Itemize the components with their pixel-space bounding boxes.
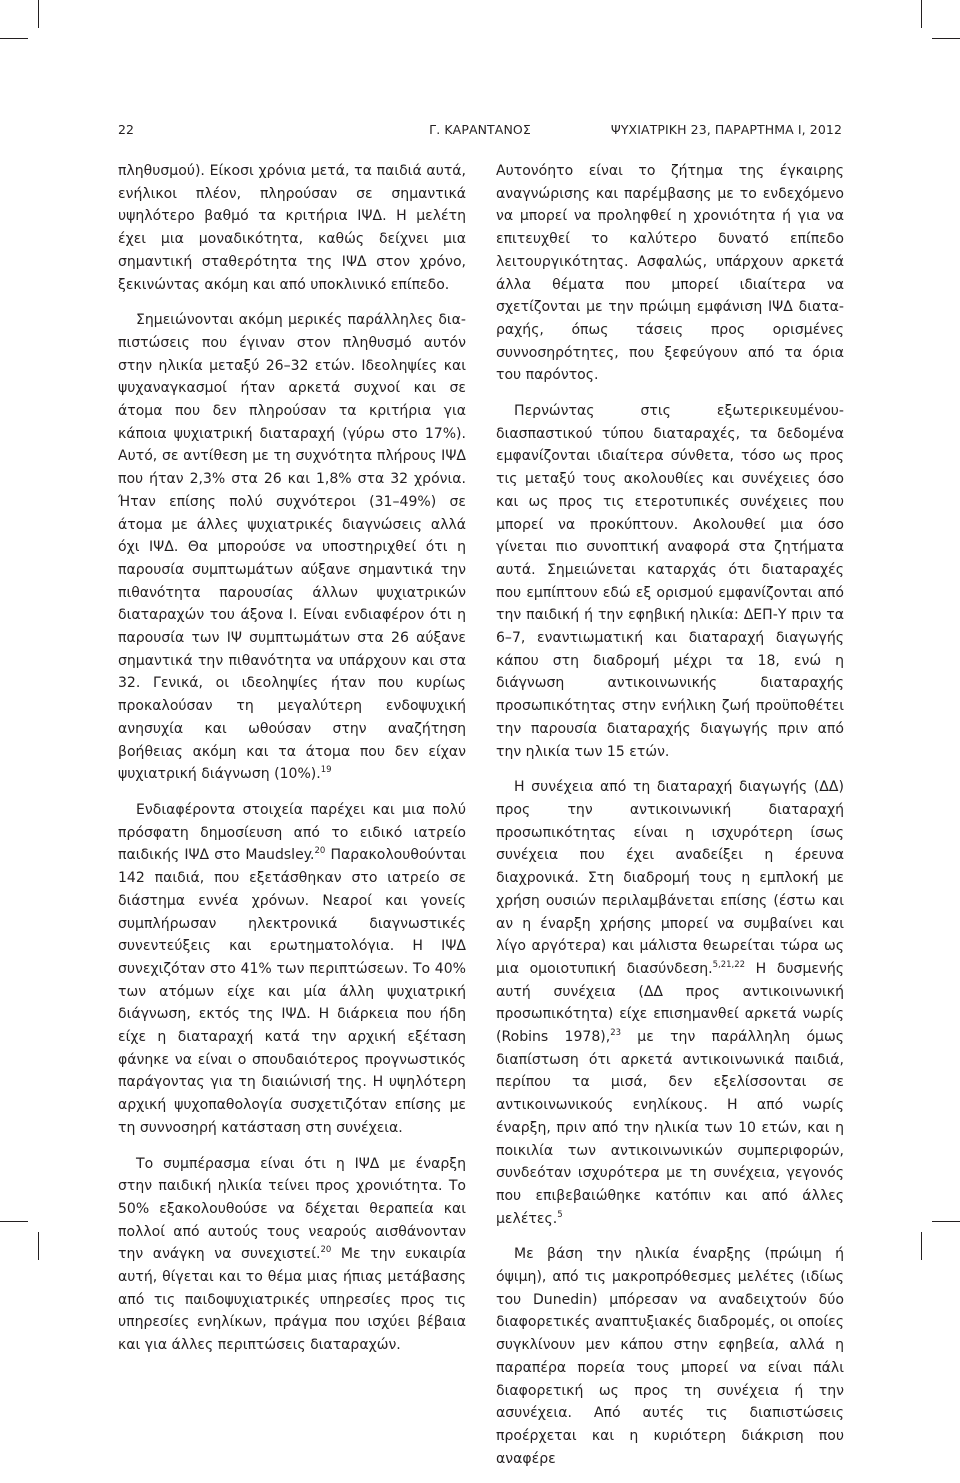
citation: 5 (557, 1209, 563, 1220)
paragraph: Ενδιαφέροντα στοιχεία παρέχει και μια πολύ πρόσφατη δημοσίευση από το ειδικό ιατρείο παιδικής ΙΨΔ στο Maudsley.$^{20}$ Παρακολουθούνται 142 παιδιά, που εξετάσθηκαν στο ιατρείο σε διάστημα εννέα χρόνων. Νεαροί και γονείς συμπλήρωσαν ηλεκτρονικά διαγνωστικές συνεντεύξεις και ερωτηματολόγια. Η ΙΨΔ συνεχιζόταν στο 41% των περιπτώσεων. Το 40% των ατόμων είχε και μία άλλη ψυχιατρική διάγνωση, εκτός της ΙΨΔ. Η διάρκεια που ήδη είχε η διαταραχή κατά την αρχική εξέταση φάνηκε να είναι ο σπουδαιότερος προγνωστικός παράγοντας για τη διαιώνισή της. Η υψηλότερη αρχική ψυχοπαθολογία συσχετιζόταν επίσης με τη συννοσηρή κατάσταση στη συνέχεια. (118, 801, 466, 1136)
paragraph: Σημειώνονται ακόμη μερικές παράλληλες διαπιστώσεις που έγιναν στον πληθυσμό αυτόν στην ηλικία μεταξύ 26–32 ετών. Ιδεοληψίες και ψυχαναγκασμοί ήταν αρκετά συχνοί και σε άτομα που δεν πληρούσαν τα κριτήρια για κάποια ψυχιατρική διαταραχή (γύρω στο 17%). Αυτό, σε αντίθεση με τη συχνότητα πλήρους ΙΨΔ που ήταν 2,3% στα 26 και 1,8% στα 32 χρόνια. Ήταν επίσης πολύ συχνότεροι (31–49%) σε άτομα με άλλες ψυχιατρικές διαγνώσεις αλλά όχι ΙΨΔ. Θα μπορούσε να υποστηριχθεί ότι η παρουσία συμπτωμάτων αύξανε σημαντικά την πιθανότητα παρουσίας άλλων ψυχιατρικών διαταραχών του άξονα Ι. Είναι ενδιαφέρον ότι η παρουσία των ΙΨ συμπτωμάτων στα 26 αύξανε σημαντικά την πιθανότητα να υπάρχουν και στα 32. Γενικά, οι ιδεοληψίες ήταν που κυρίως προκαλούσαν τη μεγαλύτερη ενδοψυχική ανησυχία και ωθούσαν στην αναζήτηση βοήθειας ακόμη και τα άτομα που δεν είχαν ψυχιατρική διάγνωση (10%).$^{19}$ (118, 312, 466, 783)
citation: 20 (314, 846, 326, 857)
right-column (496, 160, 844, 1483)
page-number: 22 (118, 122, 135, 137)
citation: 23 (610, 1028, 622, 1039)
header-author: Γ. ΚΑΡΑΝΤΑΝΟΣ (429, 122, 531, 137)
paragraph: Η συνέχεια από τη διαταραχή διαγωγής (ΔΔ) προς την αντικοινωνική διαταραχή προσωπικότητας είναι η ισχυρότερη ίσως συνέχεια που έχει αναδείξει η έρευνα διαχρονικά. Στη διαδρομή τους η εμπλοκή με χρήση ουσιών περιλαμβάνεται επίσης (έστω και αν η έναρξη χρήσης μπορεί να συμβαίνει και λίγο αργότερα) και μάλιστα θεωρείται τώρα ως μια ομοιοτυπική διασύνδεση.$^{5,21,22}$ Η δυσμενής αυτή συνέχεια (ΔΔ προς αντικοινωνική προσωπικότητα) είχε επισημανθεί αρκετά νωρίς (Robins 1978),$^{23}$ με την παράλληλη όμως διαπίστωση ότι αρκετά αντικοινωνικά παιδιά, περίπου τα μισά, δεν εξελίσσονται σε αντικοινωνικούς ενηλίκους. Η από νωρίς έναρξη, πριν από την ηλικία των 10 ετών, και η ποικιλία των αντικοινωνικών συμπεριφορών, συνδεόταν ισχυρότερα με τη συνέχεια, γεγονός που επιβεβαιώθηκε κατόπιν και από άλλες μελέτες.$^5$ (496, 779, 844, 1227)
paragraph: Το συμπέρασμα είναι ότι η ΙΨΔ με έναρξη στην παιδική ηλικία τείνει προς χρονιότητα. Το 50% εξακολουθούσε να δέχεται θεραπεία και πολλοί από αυτούς τους νεαρούς αισθάνονταν την ανάγκη να συνεχιστεί.$^{20}$ Με την ευκαιρία αυτή, θίγεται και το θέμα μιας ήπιας μετάβασης από τις παιδοψυχιατρικές υπηρεσίες προς τις υπηρεσίες ενηλίκων, πράγμα που ισχύει βέβαια και για άλλες περιπτώσεις διαταραχών. (118, 1155, 466, 1354)
header-journal: ΨΥΧΙΑΤΡΙΚΗ 23, ΠΑΡΑΡΤΗΜΑ Ι, 2012 (610, 122, 842, 137)
paragraph: Αυτονόητο είναι το ζήτημα της έγκαιρης αναγνώρισης και παρέμβασης με το ενδεχόμενο να μπορεί να προληφθεί η χρονιότητα ή για να επιτευχθεί το καλύτερο δυνατό επίπεδο λειτουργικότητας. Ασφαλώς, υπάρχουν αρκετά άλλα θέματα που μπορεί ιδιαίτερα να σχετίζονται με την πρώιμη εμφάνιση ΙΨΔ διαταραχής, όπως τάσεις προς ορισμένες συννοσηρότητες, που ξεφεύγουν από τα όρια του παρόντος. (496, 163, 844, 384)
left-column (118, 160, 466, 1370)
citation: 19 (320, 765, 332, 776)
citation: 20 (320, 1245, 332, 1256)
paragraph: Περνώντας στις εξωτερικευμένου-διασπαστικού τύπου διαταραχές, τα δεδομένα εμφανίζονται ιδιαίτερα σύνθετα, τόσο ως προς τις μεταξύ τους ακολουθίες και συνέχειες όσο και ως προς τις ετεροτυπικές συνέχειες που μπορεί να προκύπτουν. Ακολουθεί μια όσο γίνεται πιο συνοπτική αναφορά στα ζητήματα αυτά. Σημειώνεται καταρχάς ότι διαταραχές που εμπίπτουν εδώ εξ ορισμού εμφανίζονται από την παιδική ή την εφηβική ηλικία: ΔΕΠ-Υ πριν τα 6–7, εναντιωματική και διαταραχή διαγωγής κάπου στη διαδρομή μέχρι τα 18, ενώ η διάγνωση αντικοινωνικής διαταραχής προσωπικότητας στην ενήλικη ζωή προϋποθέτει την παρουσία διαταραχής διαγωγής πριν από την ηλικία των 15 ετών. (496, 403, 844, 760)
running-header (118, 122, 842, 142)
paragraph: Με βάση την ηλικία έναρξης (πρώιμη ή όψιμη), από τις μακροπρόθεσμες μελέτες (ιδίως του Dunedin) μπόρεσαν να αναδειχτούν δύο διαφορετικές αναπτυξιακές διαδρομές, οι οποίες συγκλίνουν μεν κάπου στην εφηβεία, αλλά η παραπέρα πορεία τους μπορεί να είναι πάλι διαφορετική ως προς τη συνέχεια ή την ασυνέχεια. Από αυτές τις διαπιστώσεις προέρχεται και η κυριότερη διάκριση που αναφέρε (496, 1246, 844, 1467)
citation: 5,21,22 (712, 959, 746, 970)
paragraph: πληθυσμού). Είκοσι χρόνια μετά, τα παιδιά αυτά, ενήλικοι πλέον, πληρούσαν σε σημαντικά υψηλότερο βαθμό τα κριτήρια ΙΨΔ. Η μελέτη έχει μια μοναδικότητα, καθώς δείχνει μια σημαντική σταθερότητα της ΙΨΔ στον χρόνο, ξεκινώντας ακόμη και από υποκλινικό επίπεδο. (118, 163, 466, 293)
